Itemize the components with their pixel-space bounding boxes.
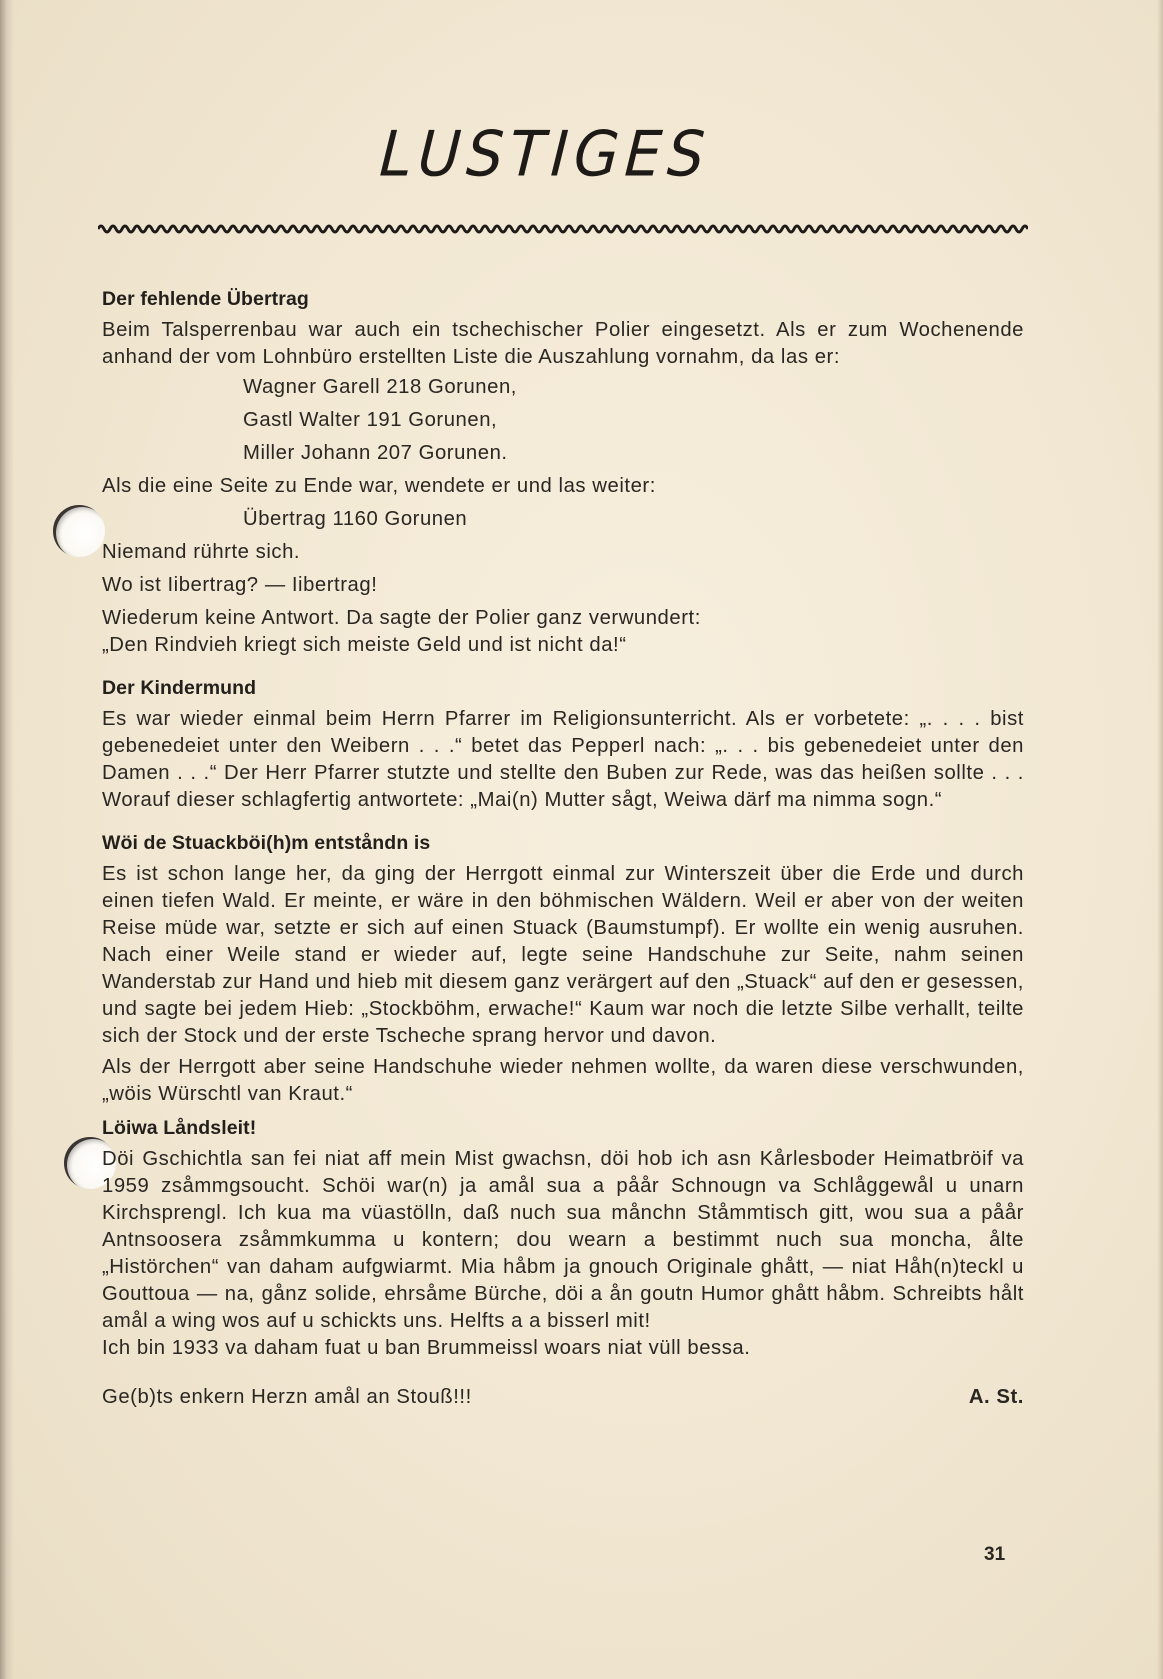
wavy-divider bbox=[98, 222, 1028, 236]
paragraph: Es war wieder einmal beim Herrn Pfarrer im Religionsunterricht. Als er vorbetete: „. . . . bist gebenedeiet unter den Weibern . . .“ betet das Pepperl nach: „. . . bis gebenedeiet unter den Damen . . .“ Der Herr Pfarrer stutzte und stellte den Buben zur Rede, was das heißen sollte . . . Worauf dieser schlagfertig antwortete: „Mai(n) Mutter sågt, Weiwa därf ma nimma sogn.“ bbox=[102, 708, 1024, 811]
paragraph: Es ist schon lange her, da ging der Herrgott einmal zur Winterszeit über die Erde und durch einen tiefen Wald. Er meinte, er wäre in den böhmischen Wäldern. Weil er aber von der weiten Reise müde war, setzte er sich auf einen Stuack (Baumstumpf). Er wollte ein wenig ausruhen. Nach einer Weile stand er wieder auf, legte seine Handschuhe zur Seite, nahm seinen Wanderstab zur Hand und hieb mit diesem ganz verärgert auf den „Stuack“ auf den er gesessen, und sagte bei jedem Hieb: „Stockböhm, erwache!“ Kaum war noch die letzte Silbe verhallt, teilte sich der Stock und der erste Tscheche sprang hervor und davon. bbox=[102, 863, 1024, 1047]
list-item: Miller Johann 207 Gorunen. bbox=[243, 442, 508, 464]
page-number: 31 bbox=[984, 1544, 1006, 1565]
list-item: Übertrag 1160 Gorunen bbox=[243, 508, 468, 530]
section-heading: Wöi de Stuackböi(h)m entståndn is bbox=[102, 832, 431, 854]
list-item: Wagner Garell 218 Gorunen, bbox=[243, 376, 517, 398]
paragraph: Als der Herrgott aber seine Handschuhe wieder nehmen wollte, da waren diese verschwunden, „wöis Würschtl van Kraut.“ bbox=[102, 1056, 1024, 1105]
paragraph: Döi Gschichtla san fei niat aff mein Mist gwachsn, döi hob ich asn Kårlesboder Heimatbröif va 1959 zsåmmgsoucht. Schöi war(n) ja amål sua a påår Schnougn va Schlåggewål u unarn Kirchsprengl. Ich kua ma vüastölln, daß nuch sua månchn Ståmmtisch gitt, wou sua a påår Antnsoosera zsåmmkumma u kontern; dou wearn a bestimmt nuch sua moncha, ålte „Histörchen“ van daham aufgwiarmt. Mia håbm ja gnouch Originale ghått, — niat Håh(n)teckl u Gouttoua — na, gånz solide, ehrsåme Bürche, döi a ån goutn Humor ghått håbm. Schreibts hålt amål a wing wos auf u schickts uns. Helfts a a bisserl mit! bbox=[102, 1148, 1024, 1332]
author-signature: A. St. bbox=[968, 1386, 1024, 1408]
page-edge bbox=[1157, 0, 1163, 1679]
paragraph: Beim Talsperrenbau war auch ein tschechischer Polier eingesetzt. Als er zum Wochenende anhand der vom Lohnbüro erstellten Liste die Auszahlung vornahm, da las er: bbox=[102, 319, 1024, 368]
paragraph: Als die eine Seite zu Ende war, wendete er und las weiter: bbox=[102, 475, 656, 497]
list-item: Gastl Walter 191 Gorunen, bbox=[243, 409, 498, 431]
punch-hole-icon bbox=[53, 505, 105, 557]
paragraph: Niemand rührte sich. bbox=[102, 541, 301, 563]
paragraph: Wo ist Iibertrag? — Iibertrag! bbox=[102, 574, 378, 596]
closing-row bbox=[102, 1384, 1024, 1411]
article-body bbox=[102, 286, 1024, 1411]
binding-shadow bbox=[0, 0, 14, 1679]
paragraph: Wiederum keine Antwort. Da sagte der Polier ganz verwundert: bbox=[102, 607, 701, 629]
quote: „Den Rindvieh kriegt sich meiste Geld und ist nicht da!“ bbox=[102, 634, 627, 656]
closing-line: Ge(b)ts enkern Herzn amål an Stouß!!! bbox=[102, 1386, 472, 1408]
section-heading: Löiwa Låndsleit! bbox=[102, 1117, 257, 1139]
paragraph: Ich bin 1933 va daham fuat u ban Brummeissl woars niat vüll bessa. bbox=[102, 1337, 751, 1359]
section-heading: Der Kindermund bbox=[102, 677, 257, 699]
section-heading: Der fehlende Übertrag bbox=[102, 288, 309, 310]
page-title: LUSTIGES bbox=[377, 117, 713, 191]
